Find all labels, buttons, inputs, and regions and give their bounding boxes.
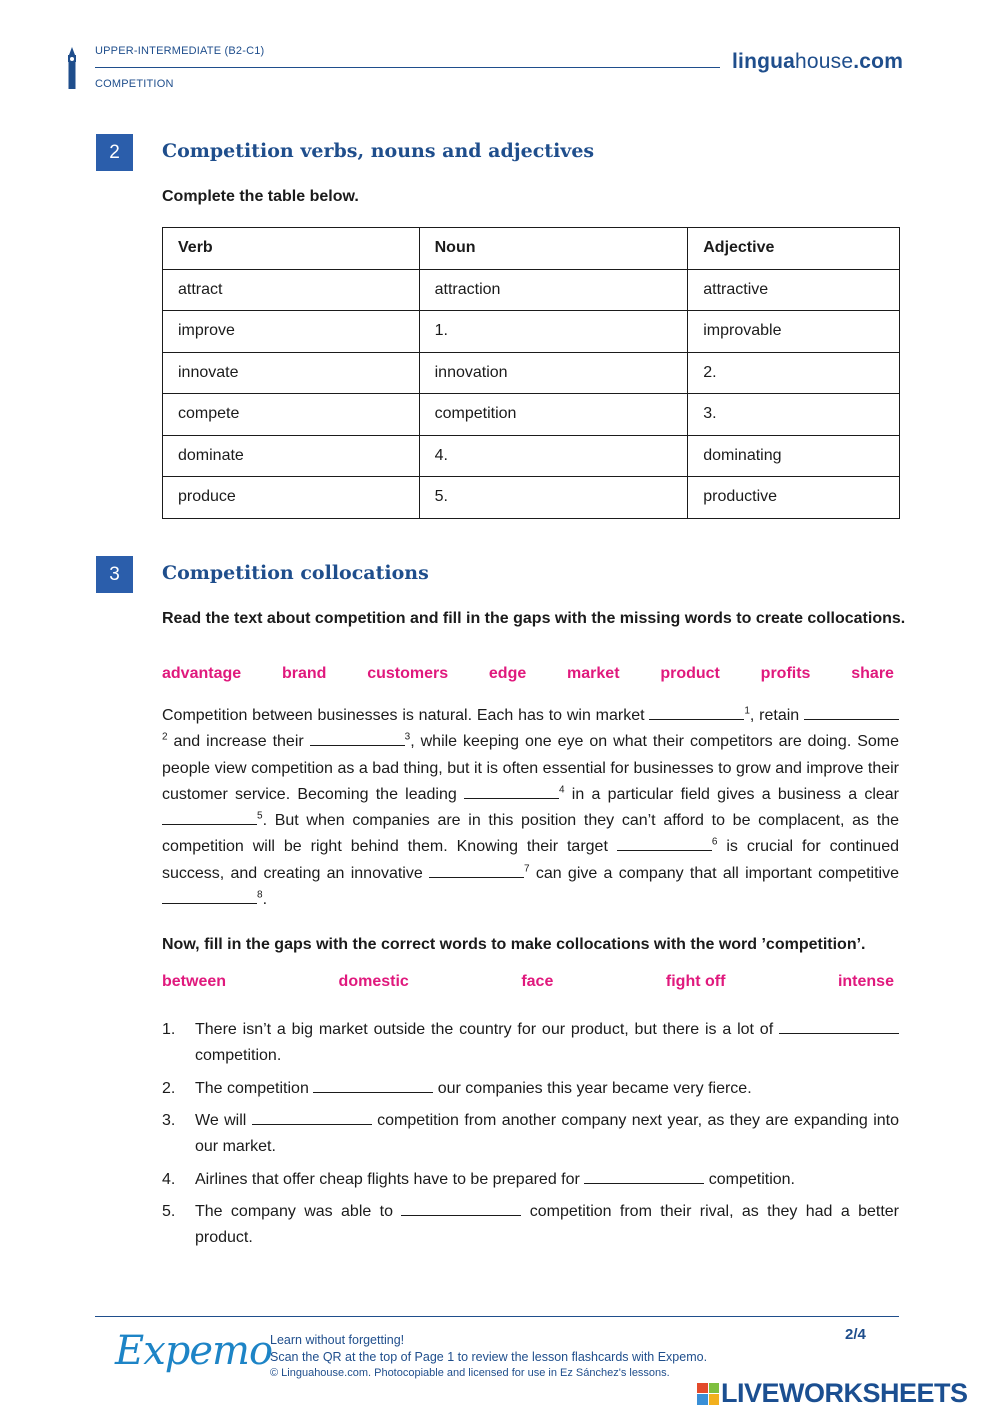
gap-blank[interactable] [649,706,744,720]
question-item [162,1167,899,1193]
gap-blank[interactable] [584,1170,704,1184]
word-bank-2 [162,973,894,991]
question-item [162,1199,899,1251]
linguahouse-logo [732,50,903,74]
table-cell: dominating [688,435,900,477]
passage-text: , retain [749,707,804,724]
question-text: There isn’t a big market outside the country for our product, but there is a lot of [195,1021,779,1038]
table-row [163,394,900,436]
table-answer-cell[interactable]: 5. [419,477,688,519]
footer-tagline: Learn without forgetting! [270,1333,405,1347]
table-answer-cell[interactable]: 1. [419,311,688,353]
footer-qr-note: Scan the QR at the top of Page 1 to review the lesson flashcards with Expemo. [270,1350,708,1364]
question-text: competition from their rival, as they had a better product. [195,1203,899,1246]
table-header-cell: Verb [163,228,420,270]
gap-blank[interactable] [401,1202,521,1216]
gap-blank[interactable] [617,837,712,851]
gap-number: 7 [524,863,530,875]
question-number: 1. [162,1021,176,1038]
section-2-instruction: Complete the table below. [162,188,359,205]
word-bank-item: domestic [338,973,409,990]
question-number: 3. [162,1112,176,1129]
question-text: our companies this year became very fierce. [433,1079,752,1097]
passage-text: . But when companies are in this position they can’t afford to be complacent, as the competition will be right behind them. Knowing their target [162,812,899,856]
question-list [162,1017,899,1258]
gap-blank[interactable] [252,1111,372,1125]
level-label: UPPER-INTERMEDIATE (B2-C1) [95,45,265,57]
passage-text: is crucial for continued success, and creating an innovative [162,838,899,882]
word-bank-item: brand [281,665,327,682]
word-bank-item: customers [367,665,449,682]
question-number: 5. [162,1203,176,1220]
liveworksheets-wordmark: LIVEWORKSHEETS [721,1378,968,1408]
gap-blank[interactable] [779,1020,899,1034]
word-bank-item: share [851,665,894,682]
section-3-instruction: Read the text about competition and fill in the gaps with the missing words to create collocations. [162,610,906,627]
gap-blank[interactable] [804,706,899,720]
section-3-title: Competition collocations [162,562,429,584]
gap-blank[interactable] [310,732,405,746]
gap-blank[interactable] [464,785,559,799]
passage-text: . [262,891,268,909]
table-row [163,435,900,477]
question-item [162,1017,899,1069]
passage-text: Competition between businesses is natural. Each has to win market [162,707,650,724]
table-answer-cell[interactable]: 3. [688,394,900,436]
footer-copyright: © Linguahouse.com. Photocopiable and licensed for use in Ez Sánchez's lessons. [270,1367,670,1379]
table-cell: attraction [419,269,688,311]
word-bank-item: profits [760,665,811,682]
gap-number: 8 [257,889,263,901]
table-cell: improve [163,311,420,353]
word-bank-item: between [162,973,227,990]
table-cell: innovate [163,352,420,394]
table-cell: innovation [419,352,688,394]
word-bank-item: advantage [162,665,242,682]
collocation-passage [162,703,899,913]
table-cell: competition [419,394,688,436]
table-cell: dominate [163,435,420,477]
liveworksheets-icon [697,1383,719,1405]
question-text: Airlines that offer cheap flights have to be prepared for [195,1170,585,1188]
gap-number: 4 [559,784,565,796]
topic-label: COMPETITION [95,78,174,90]
question-text: competition from another company next year, as they are expanding into our market. [195,1112,899,1155]
question-item [162,1076,899,1102]
question-text: competition. [195,1047,282,1064]
gap-number: 6 [711,837,718,849]
gap-number: 2 [162,731,168,743]
table-cell: produce [163,477,420,519]
table-row [163,477,900,519]
passage-text: , while keeping one eye on what their competitors are doing. Some people view competition as a bad thing, but it is often essential for businesses to grow and improve their customer service. Becoming the leading [162,733,900,803]
question-item [162,1108,899,1160]
table-header-cell: Noun [419,228,688,270]
question-text: We will [195,1112,252,1129]
table-header-row [163,228,900,270]
table-row [163,352,900,394]
table-row [163,269,900,311]
table-cell: productive [688,477,900,519]
table-cell: attractive [688,269,900,311]
gap-blank[interactable] [162,890,257,904]
question-text: The company was able to [195,1203,402,1220]
question-number: 2. [162,1079,176,1097]
word-bank-item: fight off [665,973,726,990]
big-ben-icon [64,47,80,89]
table-cell: compete [163,394,420,436]
table-answer-cell[interactable]: 2. [688,352,900,394]
word-bank-item: market [567,665,620,682]
gap-number: 1 [744,705,750,717]
expemo-logo: Expemo [115,1328,273,1374]
section-2-number: 2 [96,134,133,171]
question-text: The competition [195,1079,314,1097]
page-number: 2/4 [845,1326,866,1343]
question-number: 4. [162,1170,176,1188]
gap-number: 3 [404,731,411,743]
gap-blank[interactable] [162,811,257,825]
table-cell: improvable [688,311,900,353]
passage-text: in a particular field gives a business a clear [564,785,899,803]
word-bank-item: face [521,973,554,990]
logo-part-com: .com [853,50,904,73]
word-bank [162,665,894,683]
passage-text: and increase their [167,733,310,751]
table-row [163,311,900,353]
logo-part-house: house [795,50,854,73]
section-3-instruction-2: Now, fill in the gaps with the correct words to make collocations with the word ’competition’. [162,936,866,953]
section-2-title: Competition verbs, nouns and adjectives [162,140,595,162]
gap-blank[interactable] [313,1079,433,1093]
table-answer-cell[interactable]: 4. [419,435,688,477]
word-bank-item: intense [837,973,894,990]
word-bank-item: edge [488,665,527,682]
header-divider [95,67,720,68]
table-cell: attract [163,269,420,311]
table-header-cell: Adjective [688,228,900,270]
gap-number: 5 [257,810,263,822]
section-3-number: 3 [96,556,133,593]
word-forms-table [162,227,900,519]
logo-part-lingua: lingua [732,50,796,73]
footer-divider [95,1316,899,1317]
question-text: competition. [704,1170,795,1188]
passage-text: can give a company that all important competitive [529,864,899,882]
word-bank-item: product [660,665,720,682]
gap-blank[interactable] [429,864,524,878]
liveworksheets-logo [697,1378,968,1409]
